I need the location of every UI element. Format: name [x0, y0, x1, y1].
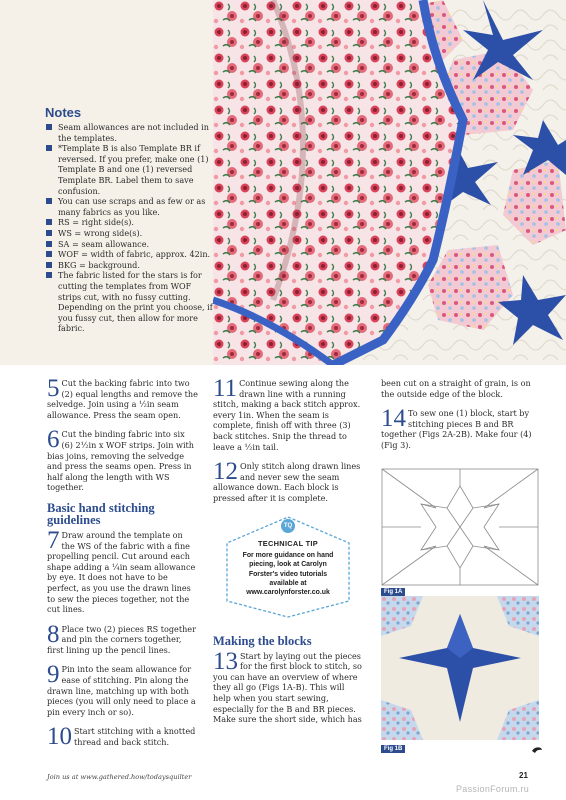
fabric-layout-photo [381, 596, 539, 740]
figure-1a-label: Fig 1A [381, 588, 405, 596]
tip-badge-icon: TQ [281, 519, 295, 533]
step-11 [213, 375, 364, 452]
step-8 [47, 620, 198, 656]
step-13-continuation: been cut on a straight of grain, is on the outside edge of the block. [381, 378, 531, 399]
step-7 [47, 526, 198, 615]
footer-website: Join us at www.gathered.how/todaysquilter [47, 773, 192, 781]
step-number: 10 [47, 723, 72, 751]
step-text: To sew one (1) block, start by stitching pieces B and BR together (Figs 2A-2B). Make four (4) (Fig 3). [381, 408, 532, 450]
step-text: Continue sewing along the drawn line with a running stitch, making a back stitch approx. every 1in. When the seam is complete, finish off with three (3) back stitches. Snip the thread to leave a ½in tail. [213, 378, 361, 452]
tip-body: For more guidance on hand piecing, look at Carolyn Forster's video tutorials available at www.carolynforster.co.uk [242, 552, 334, 596]
step-number: 6 [47, 426, 60, 454]
figure-1b-label: Fig 1B [381, 745, 405, 753]
step-text: Start by laying out the pieces for the first block to stitch, so you can have an overview of where they all go (Figs 1A-B). This will help when you start sewing, especially for the B and BR pieces. Make sure the short side, which has [213, 650, 362, 725]
notes-title: Notes [45, 105, 82, 120]
note-item: WOF = width of fabric, approx. 42in. [45, 249, 213, 260]
note-item: You can use scraps and as few or as many fabrics as you like. [45, 196, 213, 217]
notes-list [45, 122, 213, 334]
step-number: 11 [213, 375, 238, 402]
note-item: The fabric listed for the stars is for cutting the templates from WOF strips cut, with no fussy cutting. Depending on the print you choose, if you fussy cut, then allow for more fabric. [45, 270, 213, 334]
step-text: Only stitch along drawn lines and never sew the seam allowance down. Each block is pressed after it is complete. [213, 461, 361, 503]
step-14 [381, 405, 532, 450]
note-item: SA = seam allowance. [45, 239, 213, 250]
figure-1b-photo [381, 596, 539, 740]
watermark-text: PassionForum.ru [456, 784, 530, 794]
step-number: 13 [213, 647, 238, 675]
technical-tip-box [223, 513, 353, 621]
notes-panel [0, 0, 213, 365]
step-text: Pin into the seam allowance for ease of stitching. Pin along the drawn line, matching up with both pieces (you will only need to place a pin every inch or so). [47, 664, 196, 717]
step-number: 12 [213, 458, 238, 486]
block-layout-diagram [381, 468, 539, 586]
step-10 [47, 723, 198, 751]
step-text: Cut the binding fabric into six (6) 2½in x WOF strips. Join with bias joins, removing the selvedge and press the seams open. Press in half along the length with WS together. [47, 429, 195, 493]
step-number: 7 [47, 526, 60, 554]
step-13 [213, 647, 364, 725]
note-item: Seam allowances are not included in the templates. [45, 122, 213, 143]
section-heading-hand-stitching: Basic hand stitching guidelines [47, 500, 155, 527]
step-12 [213, 458, 364, 503]
column-3 [381, 378, 532, 460]
end-of-article-icon [531, 745, 543, 755]
tip-title: TECHNICAL TIP [257, 538, 318, 548]
step-6 [47, 426, 198, 493]
step-text: Place two (2) pieces RS together and pin the corners together, first lining up the pencil lines. [47, 623, 196, 655]
note-item: RS = right side(s). [45, 217, 213, 228]
note-item: *Template B is also Template BR if reversed. If you prefer, make one (1) Template B and one (1) reversed Template BR. Label them to save confusion. [45, 143, 213, 196]
step-text: Draw around the template on the WS of the fabric with a fine propelling pencil. Cut around each shape adding a ¼in seam allowance by eye. It does not have to be perfect, as you use the drawn lines to sew the pieces together, not the cut lines. [47, 529, 196, 615]
figure-1a-diagram [381, 468, 539, 586]
tip-content [237, 539, 339, 598]
step-number: 14 [381, 405, 406, 433]
step-number: 9 [47, 661, 60, 689]
note-item: BKG = background. [45, 260, 213, 271]
quilt-photo [213, 0, 566, 365]
step-text: Cut the backing fabric into two (2) equal lengths and remove the selvedge. Join using a ½in seam allowance. Press the seam open. [47, 378, 198, 420]
step-number: 8 [47, 620, 60, 648]
section-heading-making-blocks: Making the blocks [213, 633, 312, 648]
quilt-photo-illustration [213, 0, 566, 365]
step-number: 5 [47, 375, 60, 402]
step-text: Start stitching with a knotted thread and back stitch. [74, 726, 196, 748]
page-number: 21 [519, 771, 528, 780]
step-9 [47, 661, 198, 717]
step-5 [47, 375, 198, 420]
note-item: WS = wrong side(s). [45, 228, 213, 239]
column-1 [47, 375, 198, 757]
column-2 [213, 375, 364, 734]
